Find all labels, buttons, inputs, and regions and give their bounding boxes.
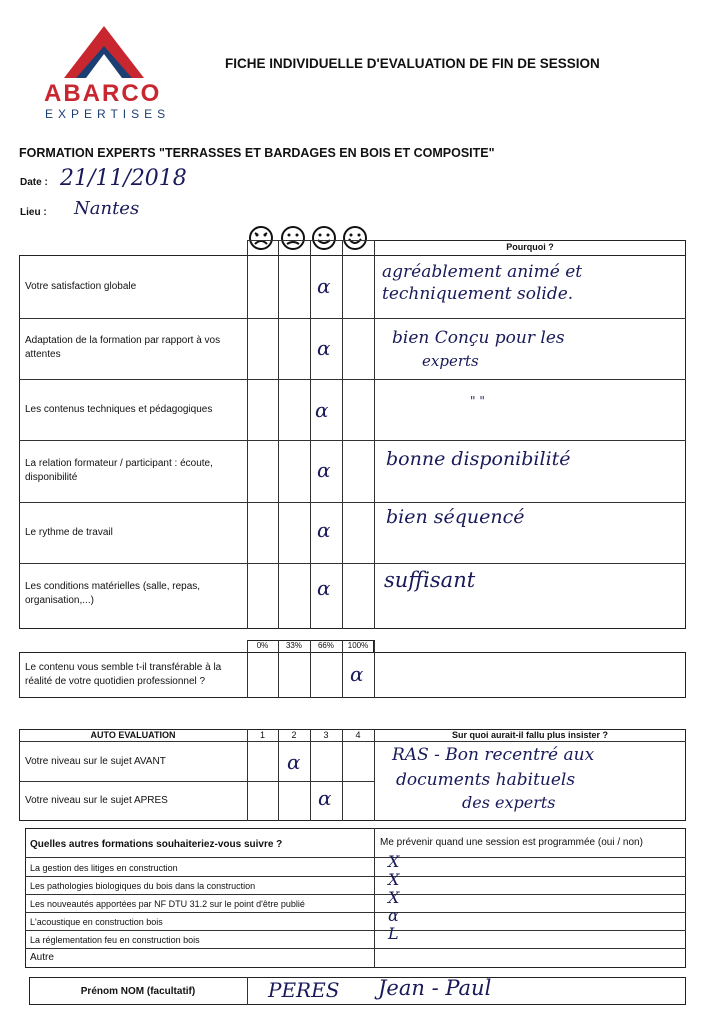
percent-header: 33% [285, 641, 302, 650]
formation-item: Les nouveautés apportées par NF DTU 31.2 sur le point d'être publié [30, 899, 305, 909]
criterion-comment: experts [422, 352, 479, 370]
criterion-label: Votre satisfaction globale [25, 281, 137, 292]
criterion-mark: α [317, 518, 331, 542]
why-header: Pourquoi ? [506, 242, 554, 252]
formation-item: La gestion des litiges en construction [30, 863, 178, 873]
auto-row-label: Votre niveau sur le sujet AVANT [25, 756, 166, 767]
percent-header: 66% [317, 641, 334, 650]
page-title: FICHE INDIVIDUELLE D'EVALUATION DE FIN DE SESSION [225, 56, 600, 71]
name-label: Prénom NOM (facultatif) [80, 986, 196, 997]
auto-comment: des experts [462, 793, 556, 812]
notify-mark: X [388, 852, 400, 871]
criterion-mark: α [315, 398, 329, 422]
date-label: Date : [20, 177, 48, 188]
auto-comment: RAS - Bon recentré aux [392, 745, 595, 765]
notify-mark: α [388, 906, 399, 925]
other-question: Quelles autres formations souhaiteriez-vous suivre ? [30, 839, 283, 850]
logo-roof-icon [62, 24, 146, 80]
transfer-mark: α [350, 662, 364, 686]
percent-header: 100% [347, 641, 369, 650]
notify-question: Me prévenir quand une session est programmée (oui / non) [380, 837, 643, 848]
notify-mark: X [388, 870, 400, 889]
auto-comment: documents habituels [396, 770, 576, 790]
transfer-question: Le contenu vous semble t-il transférable à la réalité de votre quotidien professionnel ? [25, 662, 222, 687]
auto-mark: α [318, 786, 332, 810]
percent-header: 0% [256, 641, 269, 650]
auto-mark: α [287, 750, 301, 774]
criteria-table [19, 255, 686, 629]
auto-row-label: Votre niveau sur le sujet APRES [25, 795, 168, 806]
criterion-mark: α [317, 576, 331, 600]
criterion-comment: agréablement animé et [382, 262, 583, 282]
lieu-value: Nantes [74, 198, 140, 219]
criterion-label: Le rythme de travail [25, 527, 113, 538]
date-value: 21/11/2018 [60, 166, 187, 191]
first-name: Jean - Paul [378, 976, 492, 1000]
criterion-mark: α [317, 336, 331, 360]
level-header: 2 [291, 730, 297, 740]
auto-eval-title: AUTO EVALUATION [90, 730, 176, 740]
criterion-label: La relation formateur / participant : écoute, disponibilité [25, 458, 213, 483]
lieu-label: Lieu : [20, 207, 47, 218]
criterion-comment: bien Conçu pour les [392, 328, 565, 348]
formation-item: Les pathologies biologiques du bois dans la construction [30, 881, 256, 891]
smiley-icons [247, 225, 371, 251]
criterion-comment: bonne disponibilité [386, 448, 571, 470]
notify-mark: X [388, 888, 400, 907]
criterion-label: Les contenus techniques et pédagogiques [25, 404, 213, 415]
level-header: 3 [323, 730, 329, 740]
formation-item: L'acoustique en construction bois [30, 917, 163, 927]
notify-mark: L [388, 924, 399, 943]
level-header: 4 [355, 730, 361, 740]
criterion-label: Les conditions matérielles (salle, repas, organisation,...) [25, 581, 201, 606]
formation-item: Autre [30, 952, 54, 963]
criterion-comment: suffisant [384, 568, 476, 592]
level-header: 1 [259, 730, 265, 740]
criterion-comment: techniquement solide. [382, 284, 574, 304]
formation-title: FORMATION EXPERTS "TERRASSES ET BARDAGES EN BOIS ET COMPOSITE" [19, 146, 495, 160]
criterion-label: Adaptation de la formation par rapport à vos attentes [25, 335, 221, 360]
auto-why-header: Sur quoi aurait-il fallu plus insister ? [451, 730, 609, 740]
logo-brand: ABARCO [44, 80, 162, 107]
criterion-mark: α [317, 458, 331, 482]
logo-subtitle: EXPERTISES [45, 107, 171, 121]
criterion-comment: " " [470, 394, 485, 408]
criterion-mark: α [317, 274, 331, 298]
formation-item: La réglementation feu en construction bois [30, 935, 200, 945]
last-name: PERES [268, 978, 340, 1002]
criterion-comment: bien séquencé [386, 506, 525, 528]
